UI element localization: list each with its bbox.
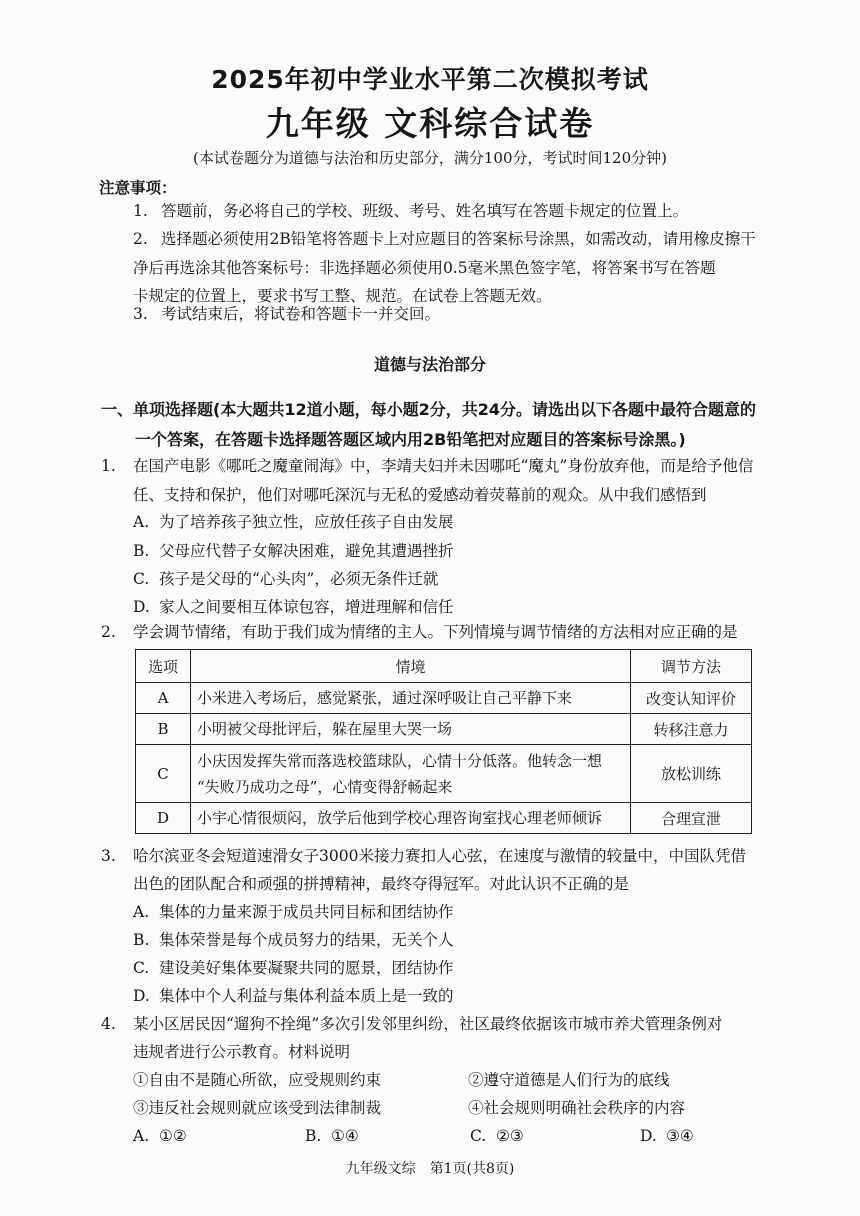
exam-note: (本试卷题分为道德与法治和历史部分，满分100分，考试时间120分钟): [193, 149, 667, 167]
option-text: ①②: [159, 1127, 187, 1145]
page-footer: 九年级文综 第1页(共8页): [345, 1161, 515, 1177]
question-number: 2.: [101, 623, 116, 641]
notice-item-text: 考试结束后，将试卷和答题卡一并交回。: [161, 305, 441, 323]
scenario-line: 小庆因发挥失常而落选校篮球队，心情十分低落。他转念一想: [197, 751, 603, 770]
table-cell-option: C: [136, 745, 191, 803]
option-text: ③④: [666, 1127, 694, 1145]
table-row: [136, 714, 752, 745]
question-stem: 学会调节情绪，有助于我们成为情绪的主人。下列情境与调节情绪的方法相对应正确的是: [133, 623, 738, 641]
table-cell-scenario: 小明被父母批评后，躲在屋里大哭一场: [191, 714, 631, 745]
notice-item-1: [133, 197, 161, 225]
question-stem: 某小区居民因“遛狗不拴绳”多次引发邻里纠纷，社区最终依据该市城市养犬管理条例对: [133, 1015, 723, 1033]
notice-heading: 注意事项：: [99, 179, 177, 197]
question-number: 1.: [101, 457, 116, 475]
option-b: [133, 537, 454, 565]
notice-item-num: 1.: [133, 202, 148, 220]
exam-subject-title: 九年级 文科综合试卷: [265, 104, 595, 143]
table-row: [136, 745, 752, 803]
option-text: 孩子是父母的“心头肉”，必须无条件迁就: [159, 570, 439, 588]
option-c: [133, 565, 438, 593]
table-cell-method: 改变认知评价: [631, 683, 752, 714]
option-b: [133, 926, 454, 954]
option-label: A.: [133, 1127, 150, 1145]
option-label: A.: [133, 513, 150, 531]
table-cell-scenario: 小米进入考场后，感觉紧张，通过深呼吸让自己平静下来: [191, 683, 631, 714]
table-header-row: [136, 650, 752, 683]
option-a: [133, 508, 454, 536]
notice-item-num: 3.: [133, 305, 148, 323]
question-stem: 违规者进行公示教育。材料说明: [133, 1043, 351, 1061]
scenario-line: “失败乃成功之母”，心情变得舒畅起来: [197, 777, 453, 796]
option-label: B.: [133, 542, 150, 560]
option-text: 建设美好集体要凝聚共同的愿景，团结协作: [159, 959, 454, 977]
option-c: [133, 954, 454, 982]
notice-item-text: 答题前，务必将自己的学校、班级、考号、姓名填写在答题卡规定的位置上。: [161, 202, 689, 220]
material-item: ④社会规则明确社会秩序的内容: [468, 1099, 686, 1117]
option-label: D.: [640, 1127, 657, 1145]
table-cell-method: 转移注意力: [631, 714, 752, 745]
option-label: D.: [133, 598, 150, 616]
option-c: [470, 1122, 524, 1150]
notice-item-text: 选择题必须使用2B铅笔将答题卡上对应题目的答案标号涂黑，如需改动，请用橡皮擦干: [161, 230, 756, 248]
question-stem: 任、支持和保护，他们对哪吒深沉与无私的爱感动着荧幕前的观众。从中我们感悟到: [133, 486, 707, 504]
material-item: ③违反社会规则就应该受到法律制裁: [133, 1099, 382, 1117]
notice-item-3: [133, 300, 161, 328]
table-cell-option: A: [136, 683, 191, 714]
table-header: 情境: [191, 650, 631, 683]
option-label: D.: [133, 987, 150, 1005]
notice-item-num: 2.: [133, 230, 148, 248]
table-cell-scenario: [191, 745, 631, 803]
notice-item-2: [133, 225, 161, 253]
part-heading-cont: 一个答案，在答题卡选择题答题区域内用2B铅笔把对应题目的答案标号涂黑。): [135, 430, 686, 449]
option-d: [133, 982, 454, 1010]
part-heading: 一、单项选择题(本大题共12道小题，每小题2分，共24分。请选出以下各题中最符合题意的: [101, 400, 756, 419]
question-stem: 哈尔滨亚冬会短道速滑女子3000米接力赛扣人心弦，在速度与激情的较量中，中国队凭借: [133, 847, 746, 865]
section-title: 道德与法治部分: [373, 355, 486, 374]
option-b: [305, 1122, 359, 1150]
material-item: ①自由不是随心所欲，应受规则约束: [133, 1071, 382, 1089]
question-stem: 在国产电影《哪吒之魔童闹海》中，李靖夫妇并未因哪吒“魔丸”身份放弃他，而是给予他信: [133, 457, 754, 475]
question-number: 4.: [101, 1015, 116, 1033]
material-item: ②遵守道德是人们行为的底线: [468, 1071, 670, 1089]
option-label: C.: [470, 1127, 487, 1145]
table-row: [136, 803, 752, 834]
question-number: 3.: [101, 847, 116, 865]
table-header: 调节方法: [631, 650, 752, 683]
notice-item-text: 卡规定的位置上，要求书写工整、规范。在试卷上答题无效。: [133, 287, 552, 305]
option-label: A.: [133, 903, 150, 921]
table-cell-scenario: 小宇心情很烦闷，放学后他到学校心理咨询室找心理老师倾诉: [191, 803, 631, 834]
question-stem: 出色的团队配合和顽强的拼搏精神，最终夺得冠军。对此认识不正确的是: [133, 875, 630, 893]
option-a: [133, 1122, 187, 1150]
option-text: 父母应代替子女解决困难，避免其遭遇挫折: [159, 542, 454, 560]
option-label: B.: [133, 931, 150, 949]
option-text: 家人之间要相互体谅包容，增进理解和信任: [159, 598, 454, 616]
option-text: ①④: [331, 1127, 359, 1145]
option-label: C.: [133, 959, 150, 977]
option-text: 为了培养孩子独立性，应放任孩子自由发展: [159, 513, 454, 531]
option-text: 集体的力量来源于成员共同目标和团结协作: [159, 903, 454, 921]
option-d: [640, 1122, 694, 1150]
table-cell-method: 放松训练: [631, 745, 752, 803]
table-cell-option: B: [136, 714, 191, 745]
table-row: [136, 683, 752, 714]
exam-title: 2025年初中学业水平第二次模拟考试: [211, 65, 649, 94]
option-label: C.: [133, 570, 150, 588]
option-text: ②③: [496, 1127, 524, 1145]
option-a: [133, 898, 454, 926]
option-text: 集体中个人利益与集体利益本质上是一致的: [159, 987, 454, 1005]
table-cell-method: 合理宣泄: [631, 803, 752, 834]
option-label: B.: [305, 1127, 322, 1145]
notice-item-text: 净后再选涂其他答案标号：非选择题必须使用0.5毫米黑色签字笔，将答案书写在答题: [133, 259, 716, 277]
option-d: [133, 593, 454, 621]
table-header: 选项: [136, 650, 191, 683]
option-text: 集体荣誉是每个成员努力的结果，无关个人: [159, 931, 454, 949]
emotion-table: [135, 649, 752, 834]
table-cell-option: D: [136, 803, 191, 834]
